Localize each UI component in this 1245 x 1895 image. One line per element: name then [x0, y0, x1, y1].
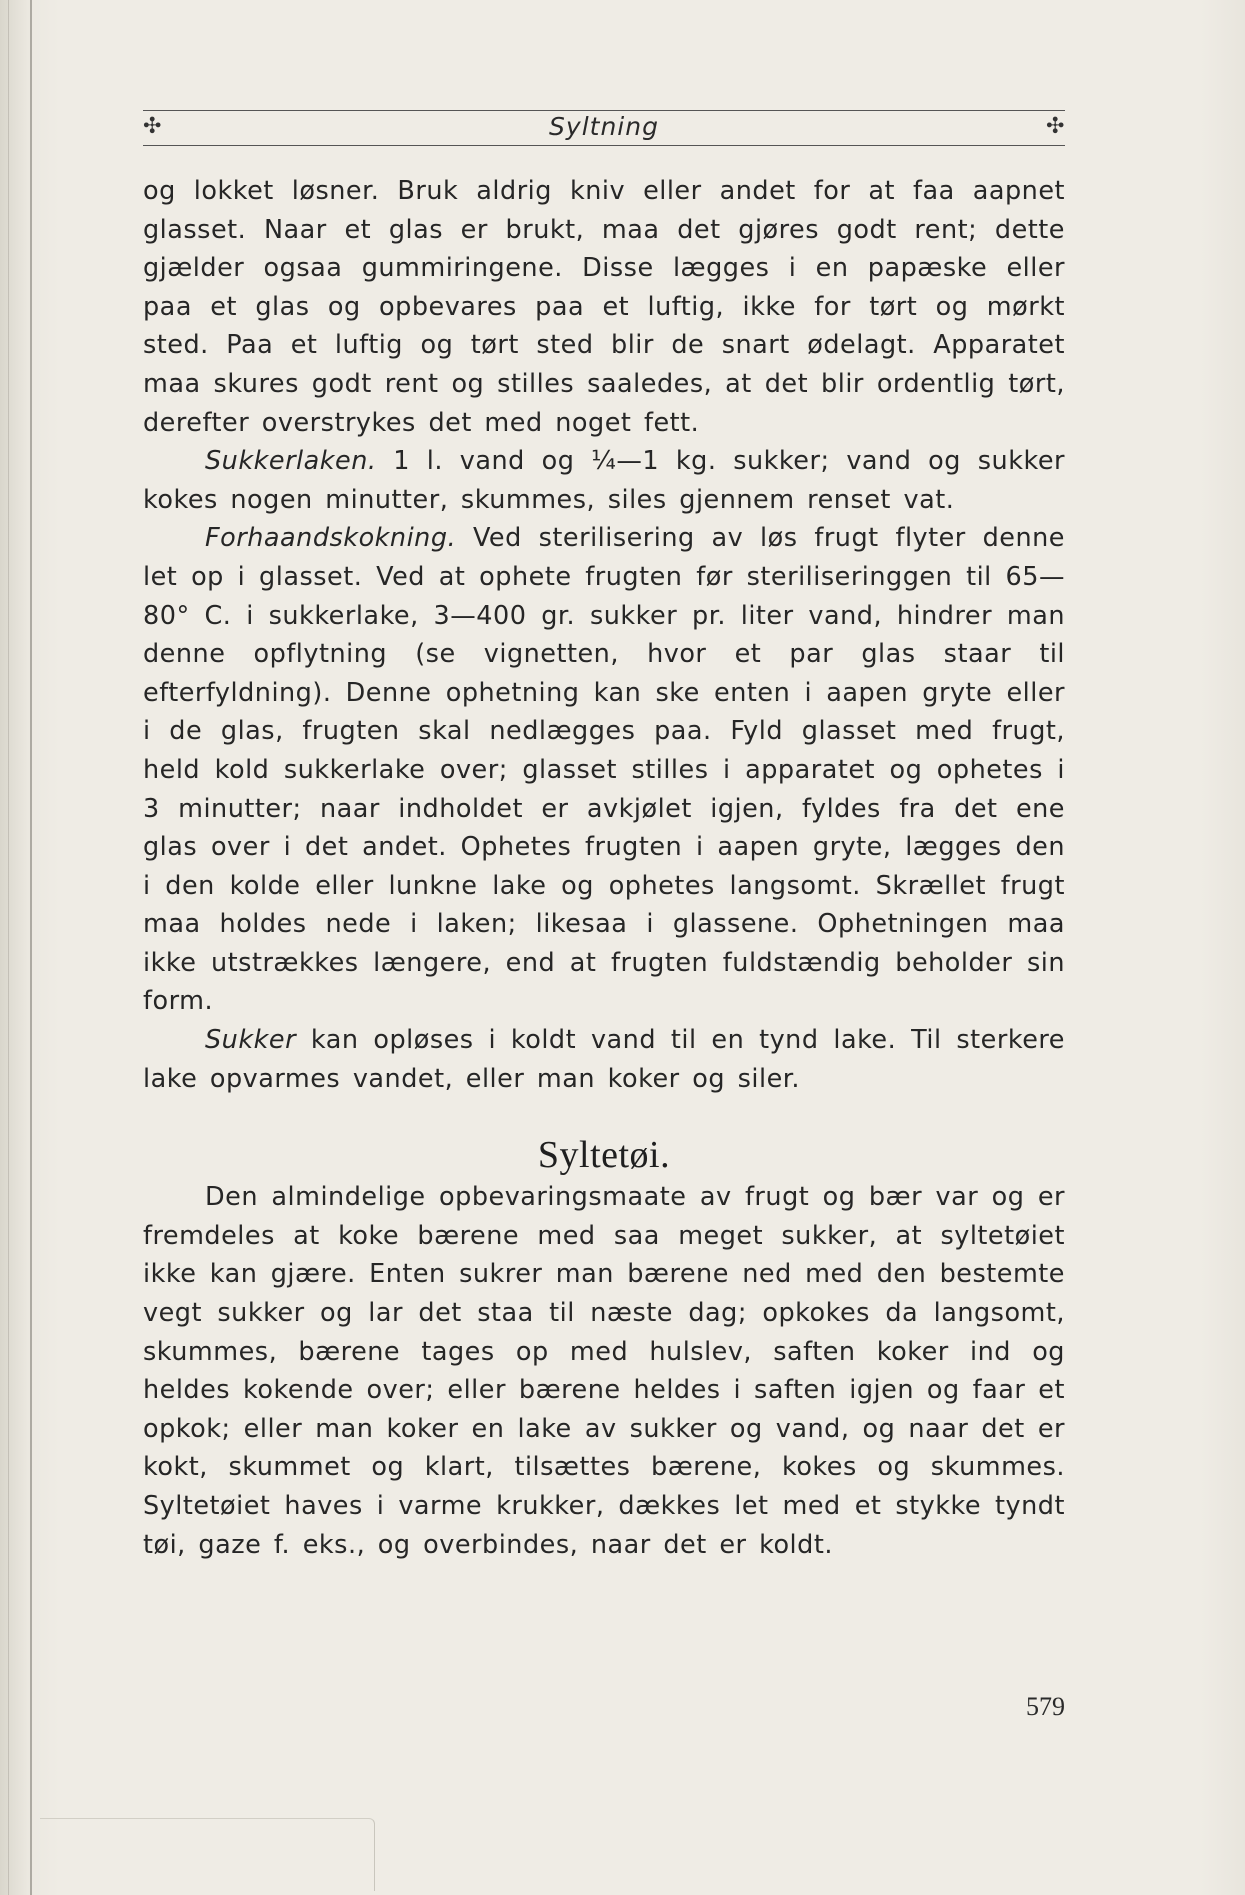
paragraph-forhaandskokning	[143, 519, 1065, 1021]
paragraph-lead: Sukkerlaken.	[205, 446, 377, 477]
paragraph-lead: Sukker	[205, 1025, 297, 1056]
running-head: Syltning	[549, 112, 659, 141]
page-number: 579	[1026, 1692, 1065, 1721]
paragraph-text: kan opløses i koldt vand til en tynd lake. Til sterkere lake opvarmes vandet, eller man koker og siler.	[143, 1025, 1065, 1094]
ornament-right-icon: ✣	[1046, 114, 1065, 139]
ornament-left-icon: ✣	[143, 114, 162, 139]
section-title: Syltetøi.	[537, 1134, 671, 1177]
paragraph-lead: Forhaandskokning.	[205, 523, 457, 554]
paragraph-text: Ved sterilisering av løs frugt flyter denne let op i glasset. Ved at ophete frugten før steriliseringgen til 65—80° C. i sukkerlake, 3—400 gr. sukker pr. liter vand, hindrer man denne opflytning (se vignetten, hvor et par glas staar til efterfyldning). Denne ophetning kan ske enten i aapen gryte eller i de glas, frugten skal nedlægges paa. Fyld glasset med frugt, held kold sukkerlake over; glasset stilles i apparatet og ophetes i 3 minutter; naar indholdet er avkjølet igjen, fyldes fra det ene glas over i det andet. Ophetes frugten i aapen gryte, lægges den i den kolde eller lunkne lake og ophetes langsomt. Skrællet frugt maa holdes nede i laken; likesaa i glassene. Ophetningen maa ikke utstrækkes længere, end at frugten fuldstændig beholder sin form.	[143, 523, 1065, 1017]
paragraph-sukkerlaken	[143, 442, 1065, 519]
header-rule-top	[143, 110, 1065, 111]
header-rule-bottom	[143, 145, 1065, 146]
paragraph-1: og lokket løsner. Bruk aldrig kniv eller andet for at faa aapnet glasset. Naar et glas er brukt, maa det gjøres godt rent; dette gjælder ogsaa gummiringene. Disse lægges i en papæske eller paa et glas og opbevares paa et luftig, ikke for tørt og mørkt sted. Paa et luftig og tørt sted blir de snart ødelagt. Apparatet maa skures godt rent og stilles saaledes, at det blir ordentlig tørt, derefter overstrykes det med noget fett.	[143, 176, 1065, 438]
paragraph-syltetoi: Den almindelige opbevaringsmaate av frugt og bær var og er fremdeles at koke bærene med saa meget sukker, at syltetøiet ikke kan gjære. Enten sukrer man bærene ned med den bestemte vegt sukker og lar det staa til næste dag; opkokes da langsomt, skummes, bærene tages op med hulslev, saften koker ind og heldes kokende over; eller bærene heldes i saften igjen og faar et opkok; eller man koker en lake av sukker og vand, og naar det er kokt, skummet og klart, tilsættes bærene, kokes og skummes. Syltetøiet haves i varme krukker, dækkes let med et stykke tyndt tøi, gaze f. eks., og overbindes, naar det er koldt.	[143, 1182, 1065, 1560]
binding-edge-line	[30, 0, 32, 1895]
body-text	[143, 172, 1065, 1564]
binding-edge	[8, 0, 9, 1895]
paragraph-text: 1 l. vand og ¼—1 kg. sukker; vand og sukker kokes nogen minutter, skummes, siles gjennem renset vat.	[143, 446, 1065, 515]
scan-artifact	[40, 1818, 375, 1891]
paragraph-sukker	[143, 1021, 1065, 1098]
